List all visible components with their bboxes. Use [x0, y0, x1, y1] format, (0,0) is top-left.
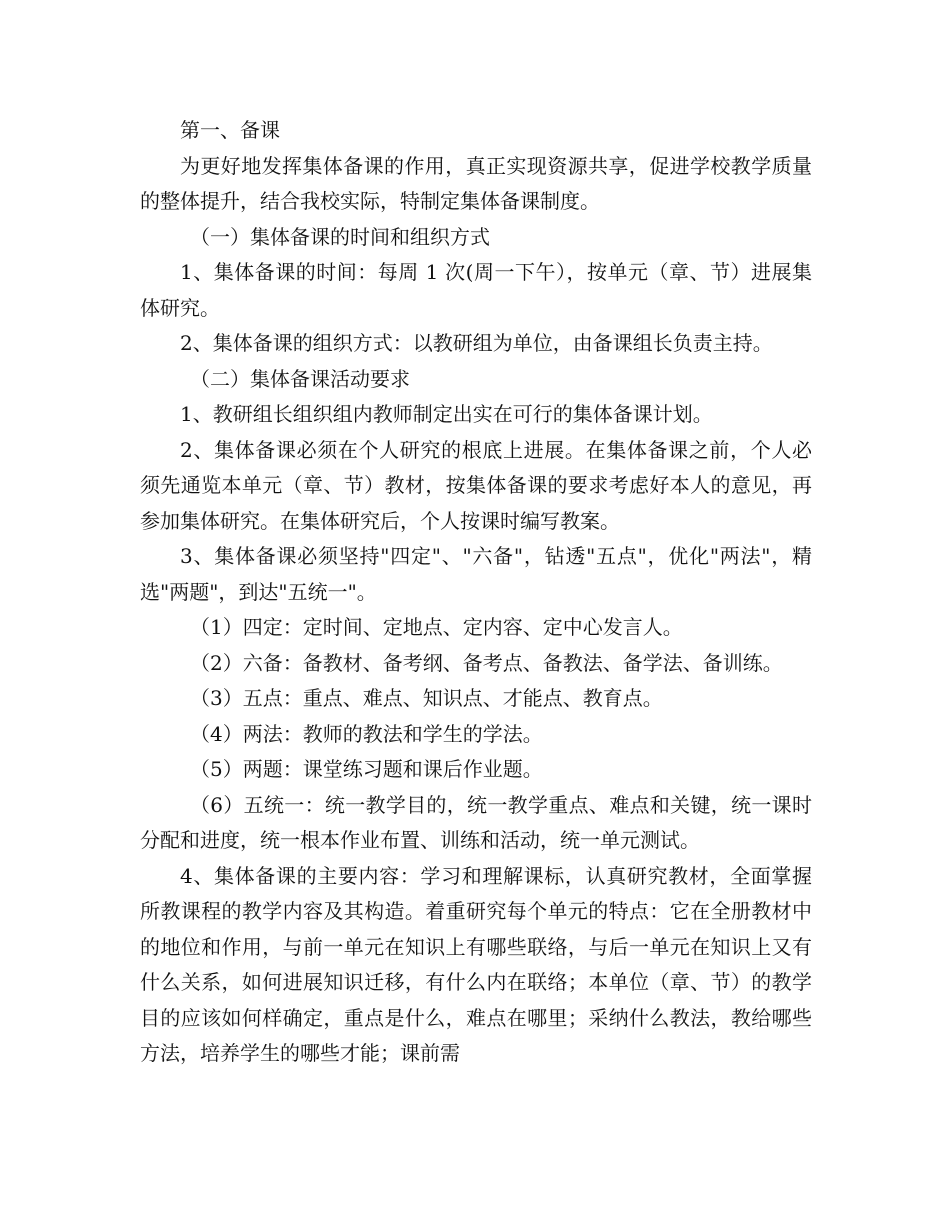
document-heading: 第一、备课 [180, 118, 280, 142]
list-item-four-fixed: （1）四定：定时间、定地点、定内容、定中心发言人。 [190, 615, 683, 639]
section-2-paragraph-1: 1、教研组长组织组内教师制定出实在可行的集体备课计划。 [180, 402, 713, 426]
section-2-paragraph-3: 3、集体备课必须坚持"四定"、"六备"，钻透"五点"，优化"两法"，精选"两题"，到达"五统一"。 [140, 544, 812, 604]
section-1-title: （一）集体备课的时间和组织方式 [190, 224, 490, 249]
list-item-six-prep: （2）六备：备教材、备考纲、备考点、备教法、备学法、备训练。 [190, 650, 783, 675]
intro-paragraph: 为更好地发挥集体备课的作用，真正实现资源共享，促进学校教学质量的整体提升，结合我校实际，特制定集体备课制度。 [140, 153, 812, 213]
section-2-paragraph-2: 2、集体备课必须在个人研究的根底上进展。在集体备课之前，个人必须先通览本单元（章、节）教材，按集体备课的要求考虑好本人的意见，再参加集体研究。在集体研究后，个人按课时编写教案。 [140, 437, 812, 533]
section-1-paragraph-2: 2、集体备课的组织方式：以教研组为单位，由备课组长负责主持。 [180, 331, 773, 355]
list-item-five-points: （3）五点：重点、难点、知识点、才能点、教育点。 [190, 686, 663, 710]
section-2-title: （二）集体备课活动要求 [190, 366, 410, 391]
section-1-paragraph-1: 1、集体备课的时间：每周 1 次(周一下午），按单元（章、节）进展集体研究。 [140, 260, 812, 320]
list-item-two-exercises: （5）两题：课堂练习题和课后作业题。 [190, 757, 543, 781]
section-2-paragraph-4: 4、集体备课的主要内容：学习和理解课标，认真研究教材，全面掌握所教课程的教学内容及其构造。着重研究每个单元的特点：它在全册教材中的地位和作用，与前一单元在知识上有哪些联络，与后一单元在知识上又有什么关系，如何进展知识迁移，有什么内在联络；本单位（章、节）的教学目的应该如何样确定，重点是什么，难点在哪里；采纳什么教法，教给哪些方法，培养学生的哪些才能；课前需 [140, 863, 812, 1065]
list-item-two-methods: （4）两法：教师的教法和学生的学法。 [190, 721, 543, 746]
document-body [140, 113, 812, 1072]
list-item-five-unified: （6）五统一：统一教学目的，统一教学重点、难点和关键，统一课时分配和进度，统一根本作业布置、训练和活动，统一单元测试。 [140, 792, 812, 852]
